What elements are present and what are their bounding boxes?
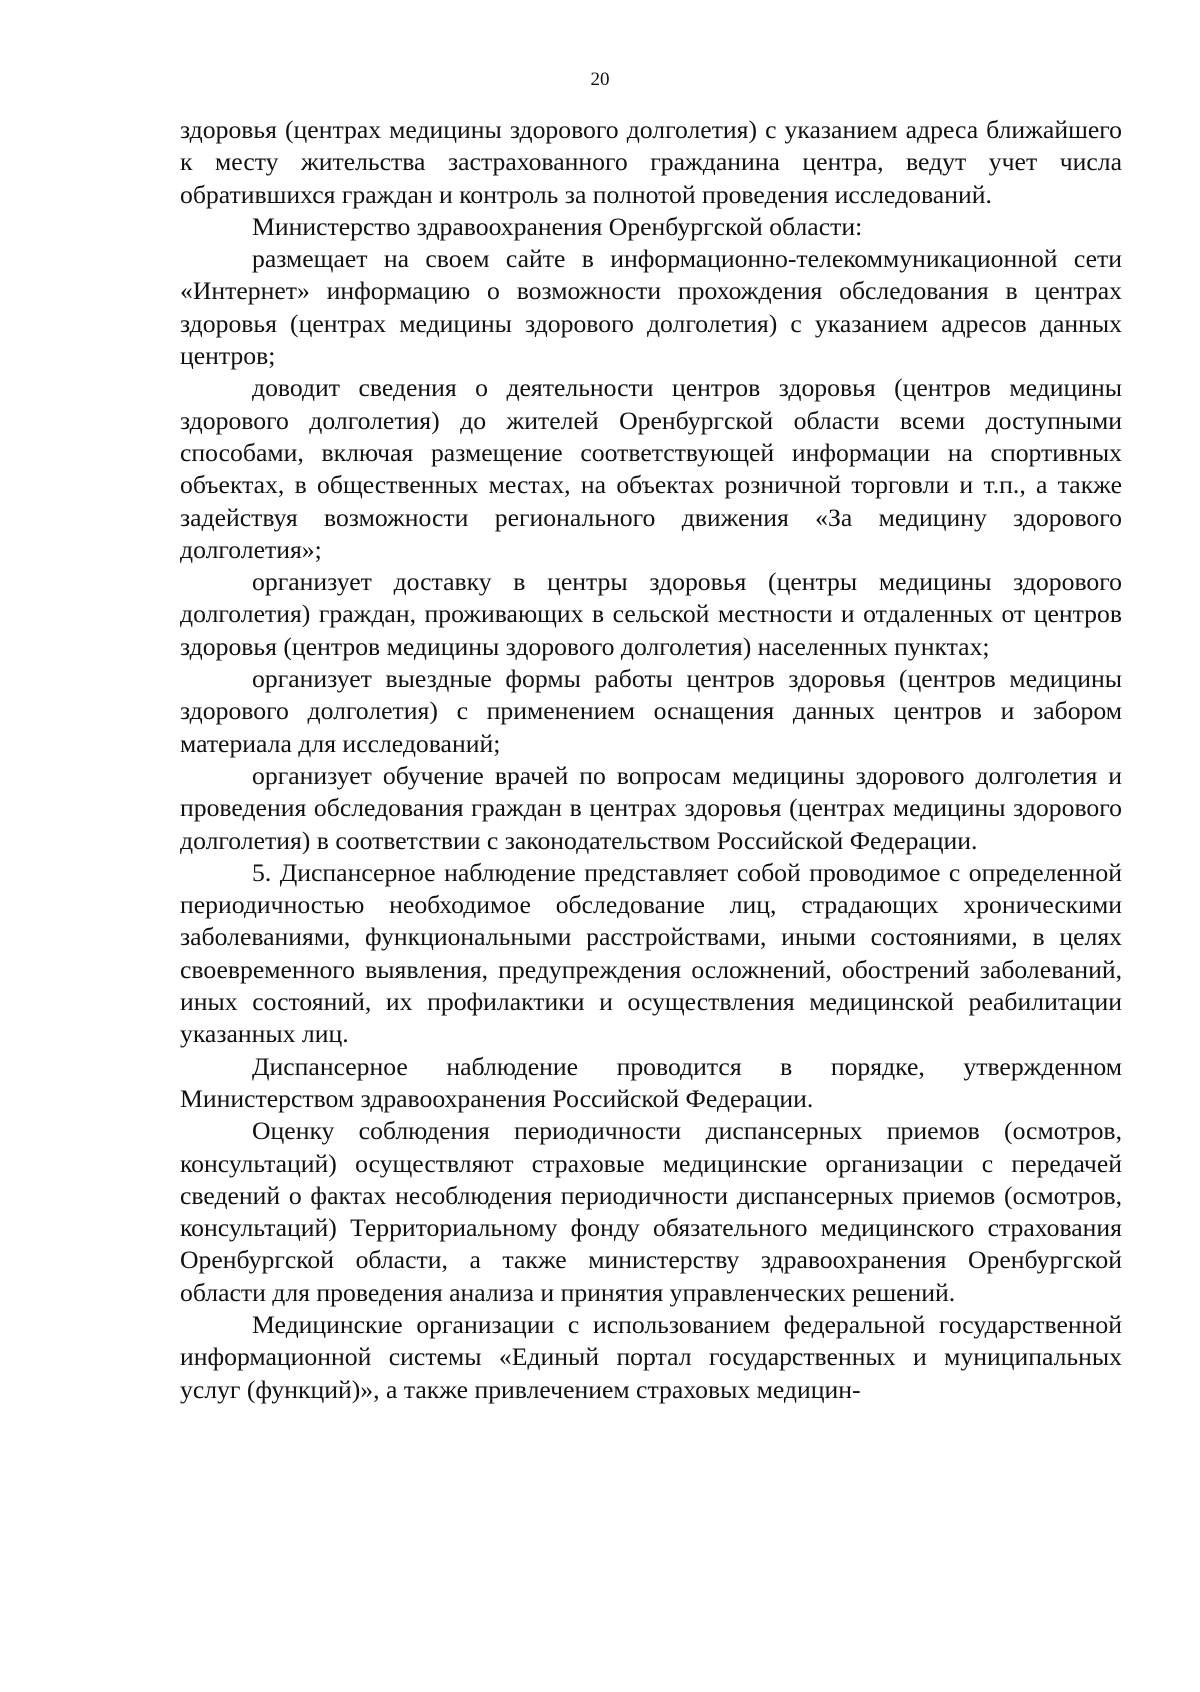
paragraph-dispensary-order: Диспансерное наблюдение проводится в порядке, утвержденном Министерством здравоохранения Российской Федерации. — [180, 1051, 1122, 1113]
page-number: 20 — [590, 69, 610, 90]
paragraph-continuation: здоровья (центрах медицины здорового долголетия) с указанием адреса ближайшего к месту жительства застрахованного гражданина центра, ведут учет числа обратившихся граждан и контроль за полнотой проведения исследований. — [180, 115, 1122, 209]
paragraph-item-5: 5. Диспансерное наблюдение представляет собой проводимое с определенной периодичностью необходимое обследование лиц, страдающих хроническими заболеваниями, функциональными расстройствами, иными состояниями, в целях своевременного выявления, предупреждения осложнений, обострений заболеваний, иных состояний, их профилактики и осуществления медицинской реабилитации указанных лиц. — [180, 857, 1122, 1049]
paragraph-informing-residents: доводит сведения о деятельности центров здоровья (центров медицины здорового долголетия) до жителей Оренбургской области всеми доступными способами, включая размещение соответствующей информации на спортивных объектах, в общественных местах, на объектах розничной торговли и т.п., а также задействуя возможности регионального движения «За медицину здорового долголетия»; — [180, 373, 1122, 564]
paragraph-doctor-training: организует обучение врачей по вопросам медицины здорового долголетия и проведения обследования граждан в центрах здоровья (центрах медицины здорового долголетия) в соответствии с законодательством Российской Федерации. — [180, 760, 1122, 855]
document-body — [180, 114, 1122, 1406]
paragraph-website-info: размещает на своем сайте в информационно-телекоммуникационной сети «Интернет» информацию о возможности прохождения обследования в центрах здоровья (центрах медицины здорового долголетия) с указанием адресов данных центров; — [180, 244, 1122, 371]
paragraph-mobile-work: организует выездные формы работы центров здоровья (центров медицины здорового долголетия) с применением оснащения данных центров и забором материала для исследований; — [180, 664, 1122, 758]
paragraph-medical-organizations: Медицинские организации с использованием федеральной государственной информационной системы «Единый портал государственных и муниципальных услуг (функций)», а также привлечением страховых медицин- — [180, 1309, 1122, 1404]
paragraph-delivery: организует доставку в центры здоровья (центры медицины здорового долголетия) граждан, проживающих в сельской местности и отдаленных от центров здоровья (центров медицины здорового долголетия) населенных пунктах; — [180, 567, 1122, 661]
paragraph-ministry-heading: Министерство здравоохранения Оренбургской области: — [252, 211, 863, 241]
paragraph-periodicity-assessment: Оценку соблюдения периодичности диспансерных приемов (осмотров, консультаций) осуществляют страховые медицинские организации с передачей сведений о фактах несоблюдения периодичности диспансерных приемов (осмотров, консультаций) Территориальному фонду обязательного медицинского страхования Оренбургской области, а также министерству здравоохранения Оренбургской области для проведения анализа и принятия управленческих решений. — [180, 1116, 1122, 1307]
